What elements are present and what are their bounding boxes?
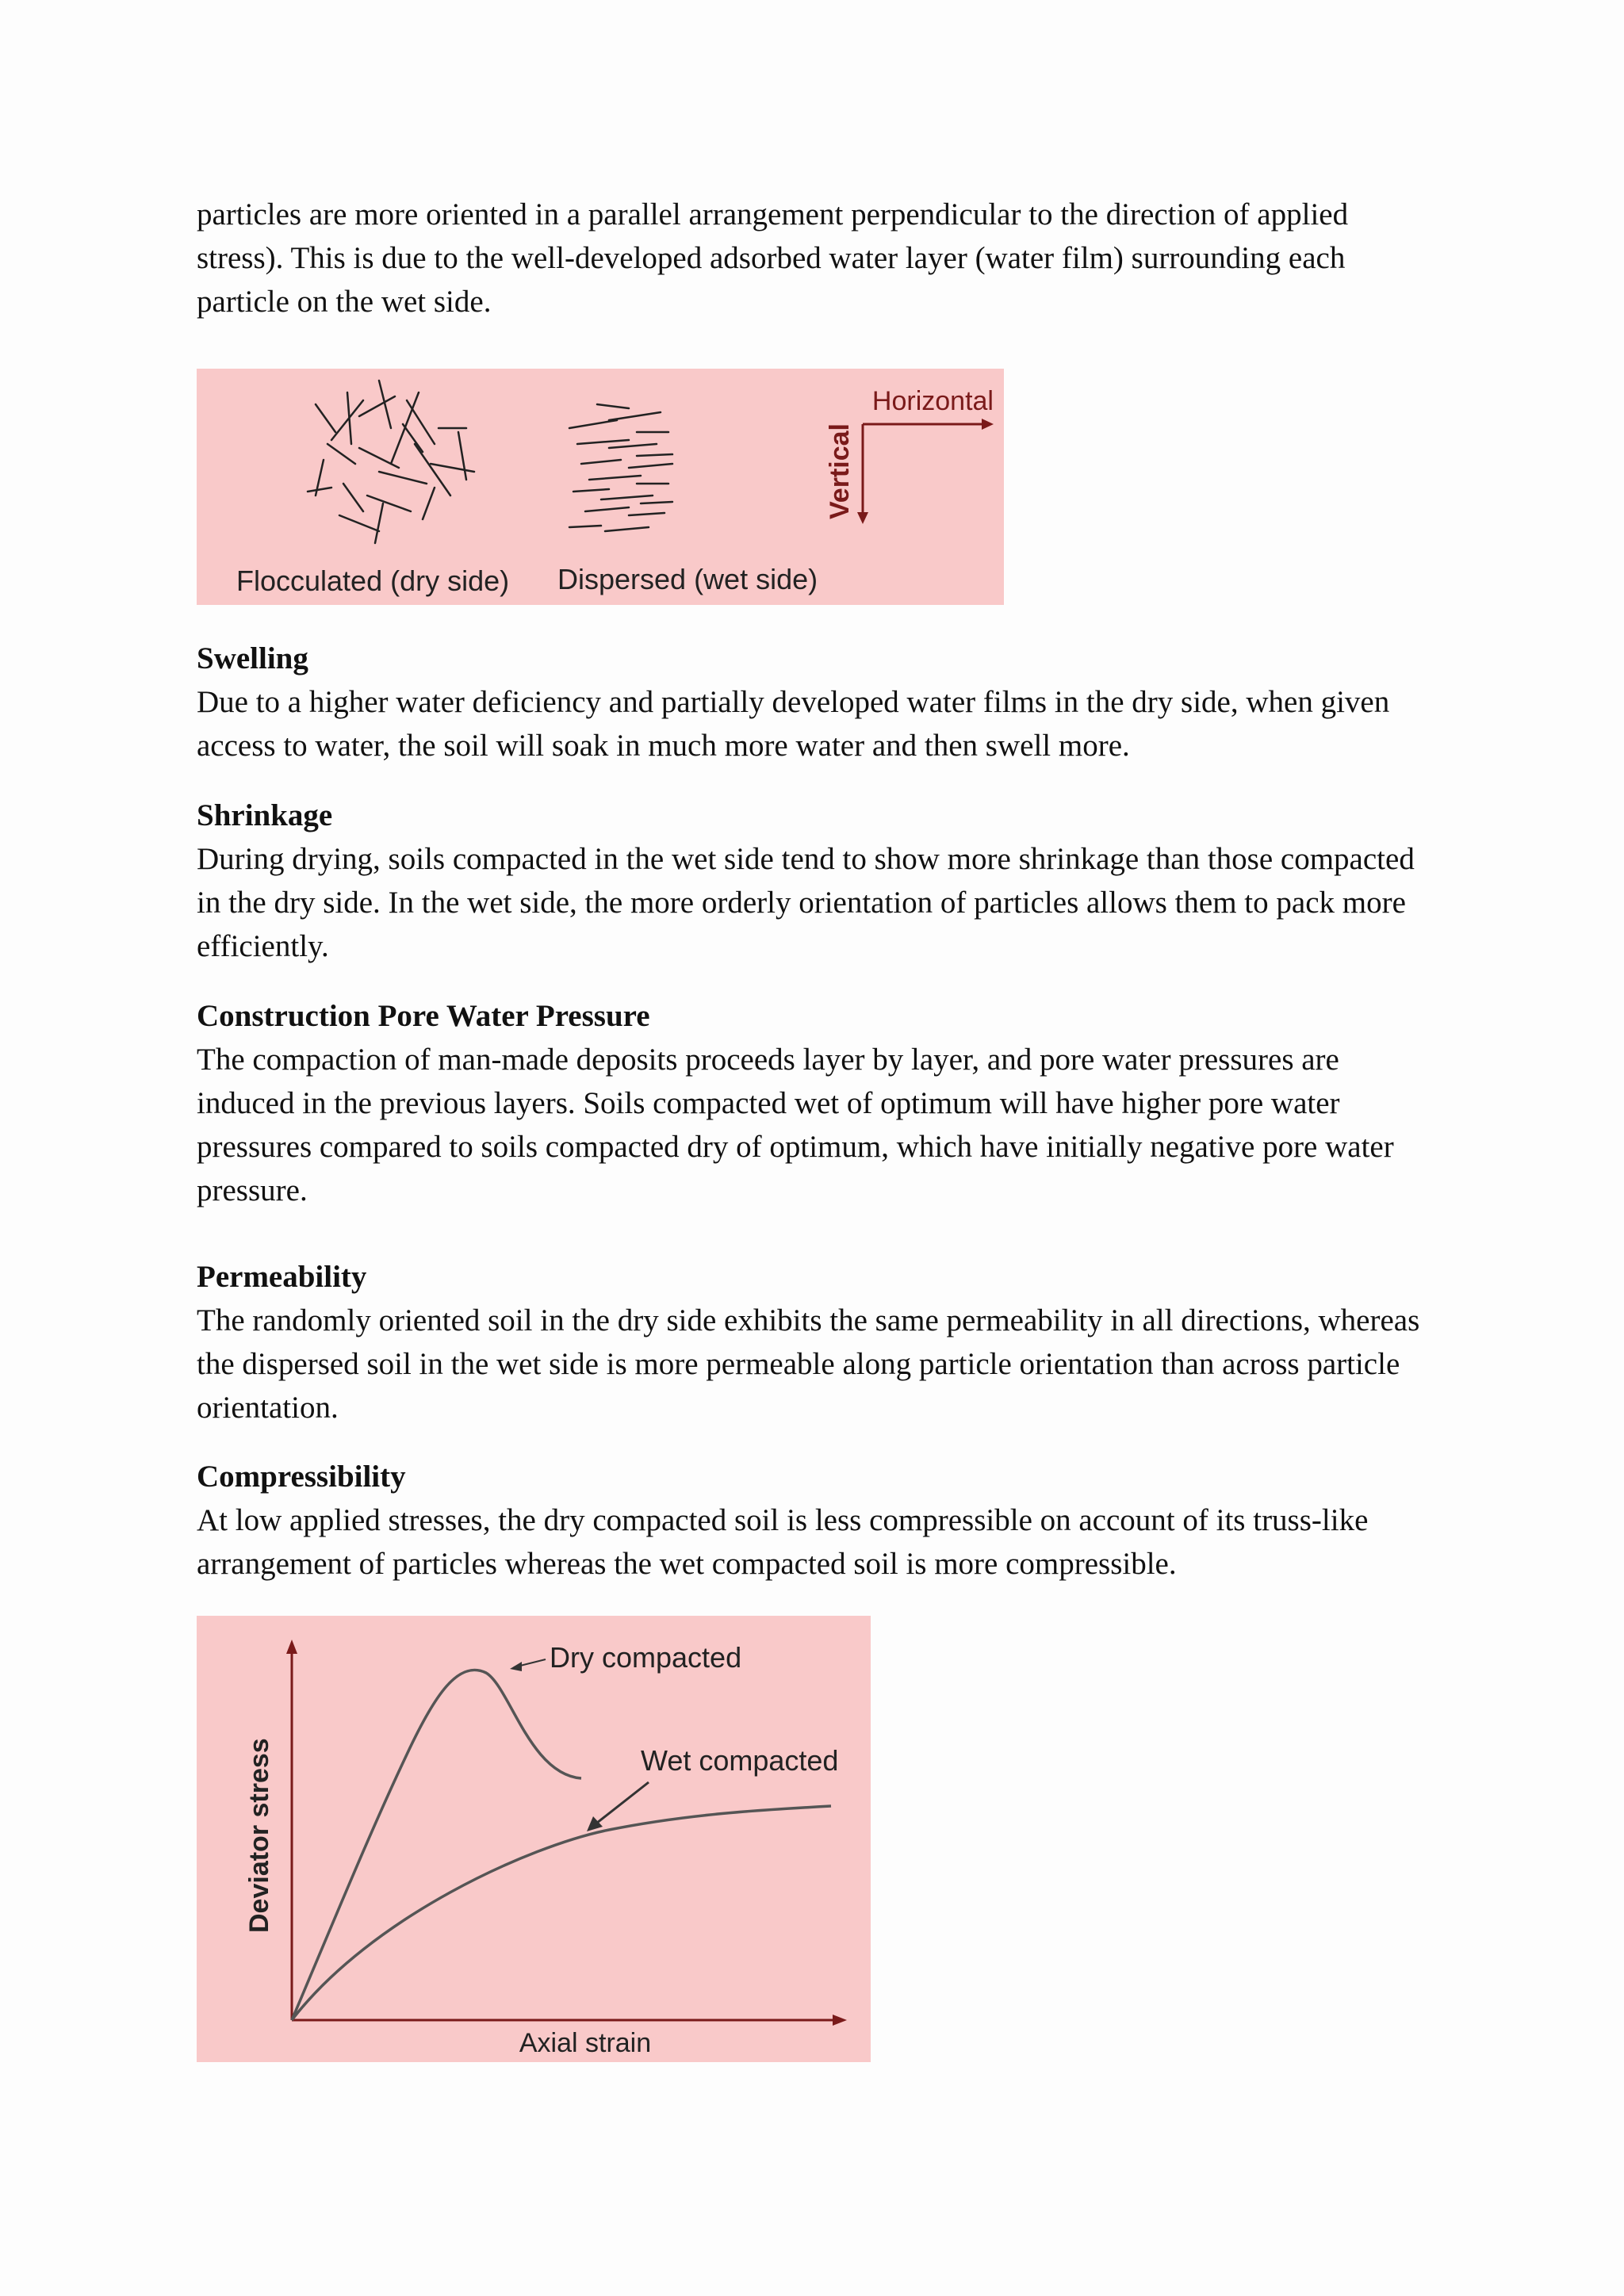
- wet-label-leader: [593, 1782, 649, 1826]
- intro-text: particles are more oriented in a parallel arrangement perpendicular to the direction of applied stress). This is due to the well-developed adsorbed water layer (water film) surrounding each particle on the wet side.: [197, 197, 1349, 319]
- section-pore-water-pressure: [197, 994, 1434, 1212]
- section-shrinkage: [197, 794, 1434, 968]
- horizontal-arrowhead: [982, 419, 994, 430]
- dispersed-particles: [569, 404, 672, 531]
- wet-compacted-label: Wet compacted: [641, 1744, 839, 1777]
- section-compressibility: [197, 1455, 1434, 1586]
- direction-axes: [863, 424, 990, 519]
- x-arrowhead: [833, 2015, 847, 2026]
- dispersed-label: Dispersed (wet side): [557, 563, 818, 595]
- section-permeability: [197, 1255, 1434, 1429]
- pore-water-pressure-heading: Construction Pore Water Pressure: [197, 999, 650, 1033]
- compressibility-heading: Compressibility: [197, 1460, 406, 1494]
- dry-label-arrowhead: [510, 1662, 522, 1671]
- flocculated-particles: [308, 381, 474, 543]
- pore-water-pressure-body: The compaction of man-made deposits proceeds layer by layer, and pore water pressures are induced in the previous layers. Soils compacted wet of optimum will have higher pore water pressures compared to soils compacted dry of optimum, which have initially negative pore water pressure.: [197, 1043, 1394, 1207]
- intro-paragraph: [197, 193, 1434, 323]
- horizontal-label: Horizontal: [871, 386, 994, 416]
- dry-compacted-curve: [292, 1670, 581, 2020]
- stress-strain-figure: [197, 1616, 871, 2062]
- particle-orientation-diagram: [197, 369, 1004, 605]
- dry-compacted-label: Dry compacted: [550, 1641, 742, 1674]
- shrinkage-heading: Shrinkage: [197, 798, 333, 832]
- flocculated-label: Flocculated (dry side): [236, 564, 510, 597]
- permeability-heading: Permeability: [197, 1260, 367, 1294]
- swelling-heading: Swelling: [197, 641, 308, 675]
- wet-label-arrowhead: [587, 1816, 603, 1831]
- shrinkage-body: During drying, soils compacted in the wet side tend to show more shrinkage than those compacted in the dry side. In the wet side, the more orderly orientation of particles allows them to pack more efficiently.: [197, 842, 1415, 963]
- stress-strain-diagram: [197, 1616, 871, 2062]
- vertical-arrowhead: [857, 512, 868, 524]
- section-swelling: [197, 637, 1434, 767]
- swelling-body: Due to a higher water deficiency and partially developed water films in the dry side, when given access to water, the soil will soak in much more water and then swell more.: [197, 685, 1390, 763]
- x-axis-label: Axial strain: [519, 2028, 652, 2058]
- vertical-label: Vertical: [825, 423, 855, 519]
- compressibility-body: At low applied stresses, the dry compacted soil is less compressible on account of its truss-like arrangement of particles whereas the wet compacted soil is more compressible.: [197, 1503, 1369, 1581]
- permeability-body: The randomly oriented soil in the dry side exhibits the same permeability in all directions, whereas the dispersed soil in the wet side is more permeable along particle orientation than across particle orientation.: [197, 1303, 1420, 1425]
- plot-axes: [292, 1651, 839, 2020]
- particle-orientation-figure: [197, 369, 1004, 605]
- wet-compacted-curve: [292, 1806, 831, 2020]
- y-arrowhead: [286, 1640, 297, 1654]
- y-axis-label: Deviator stress: [244, 1738, 274, 1933]
